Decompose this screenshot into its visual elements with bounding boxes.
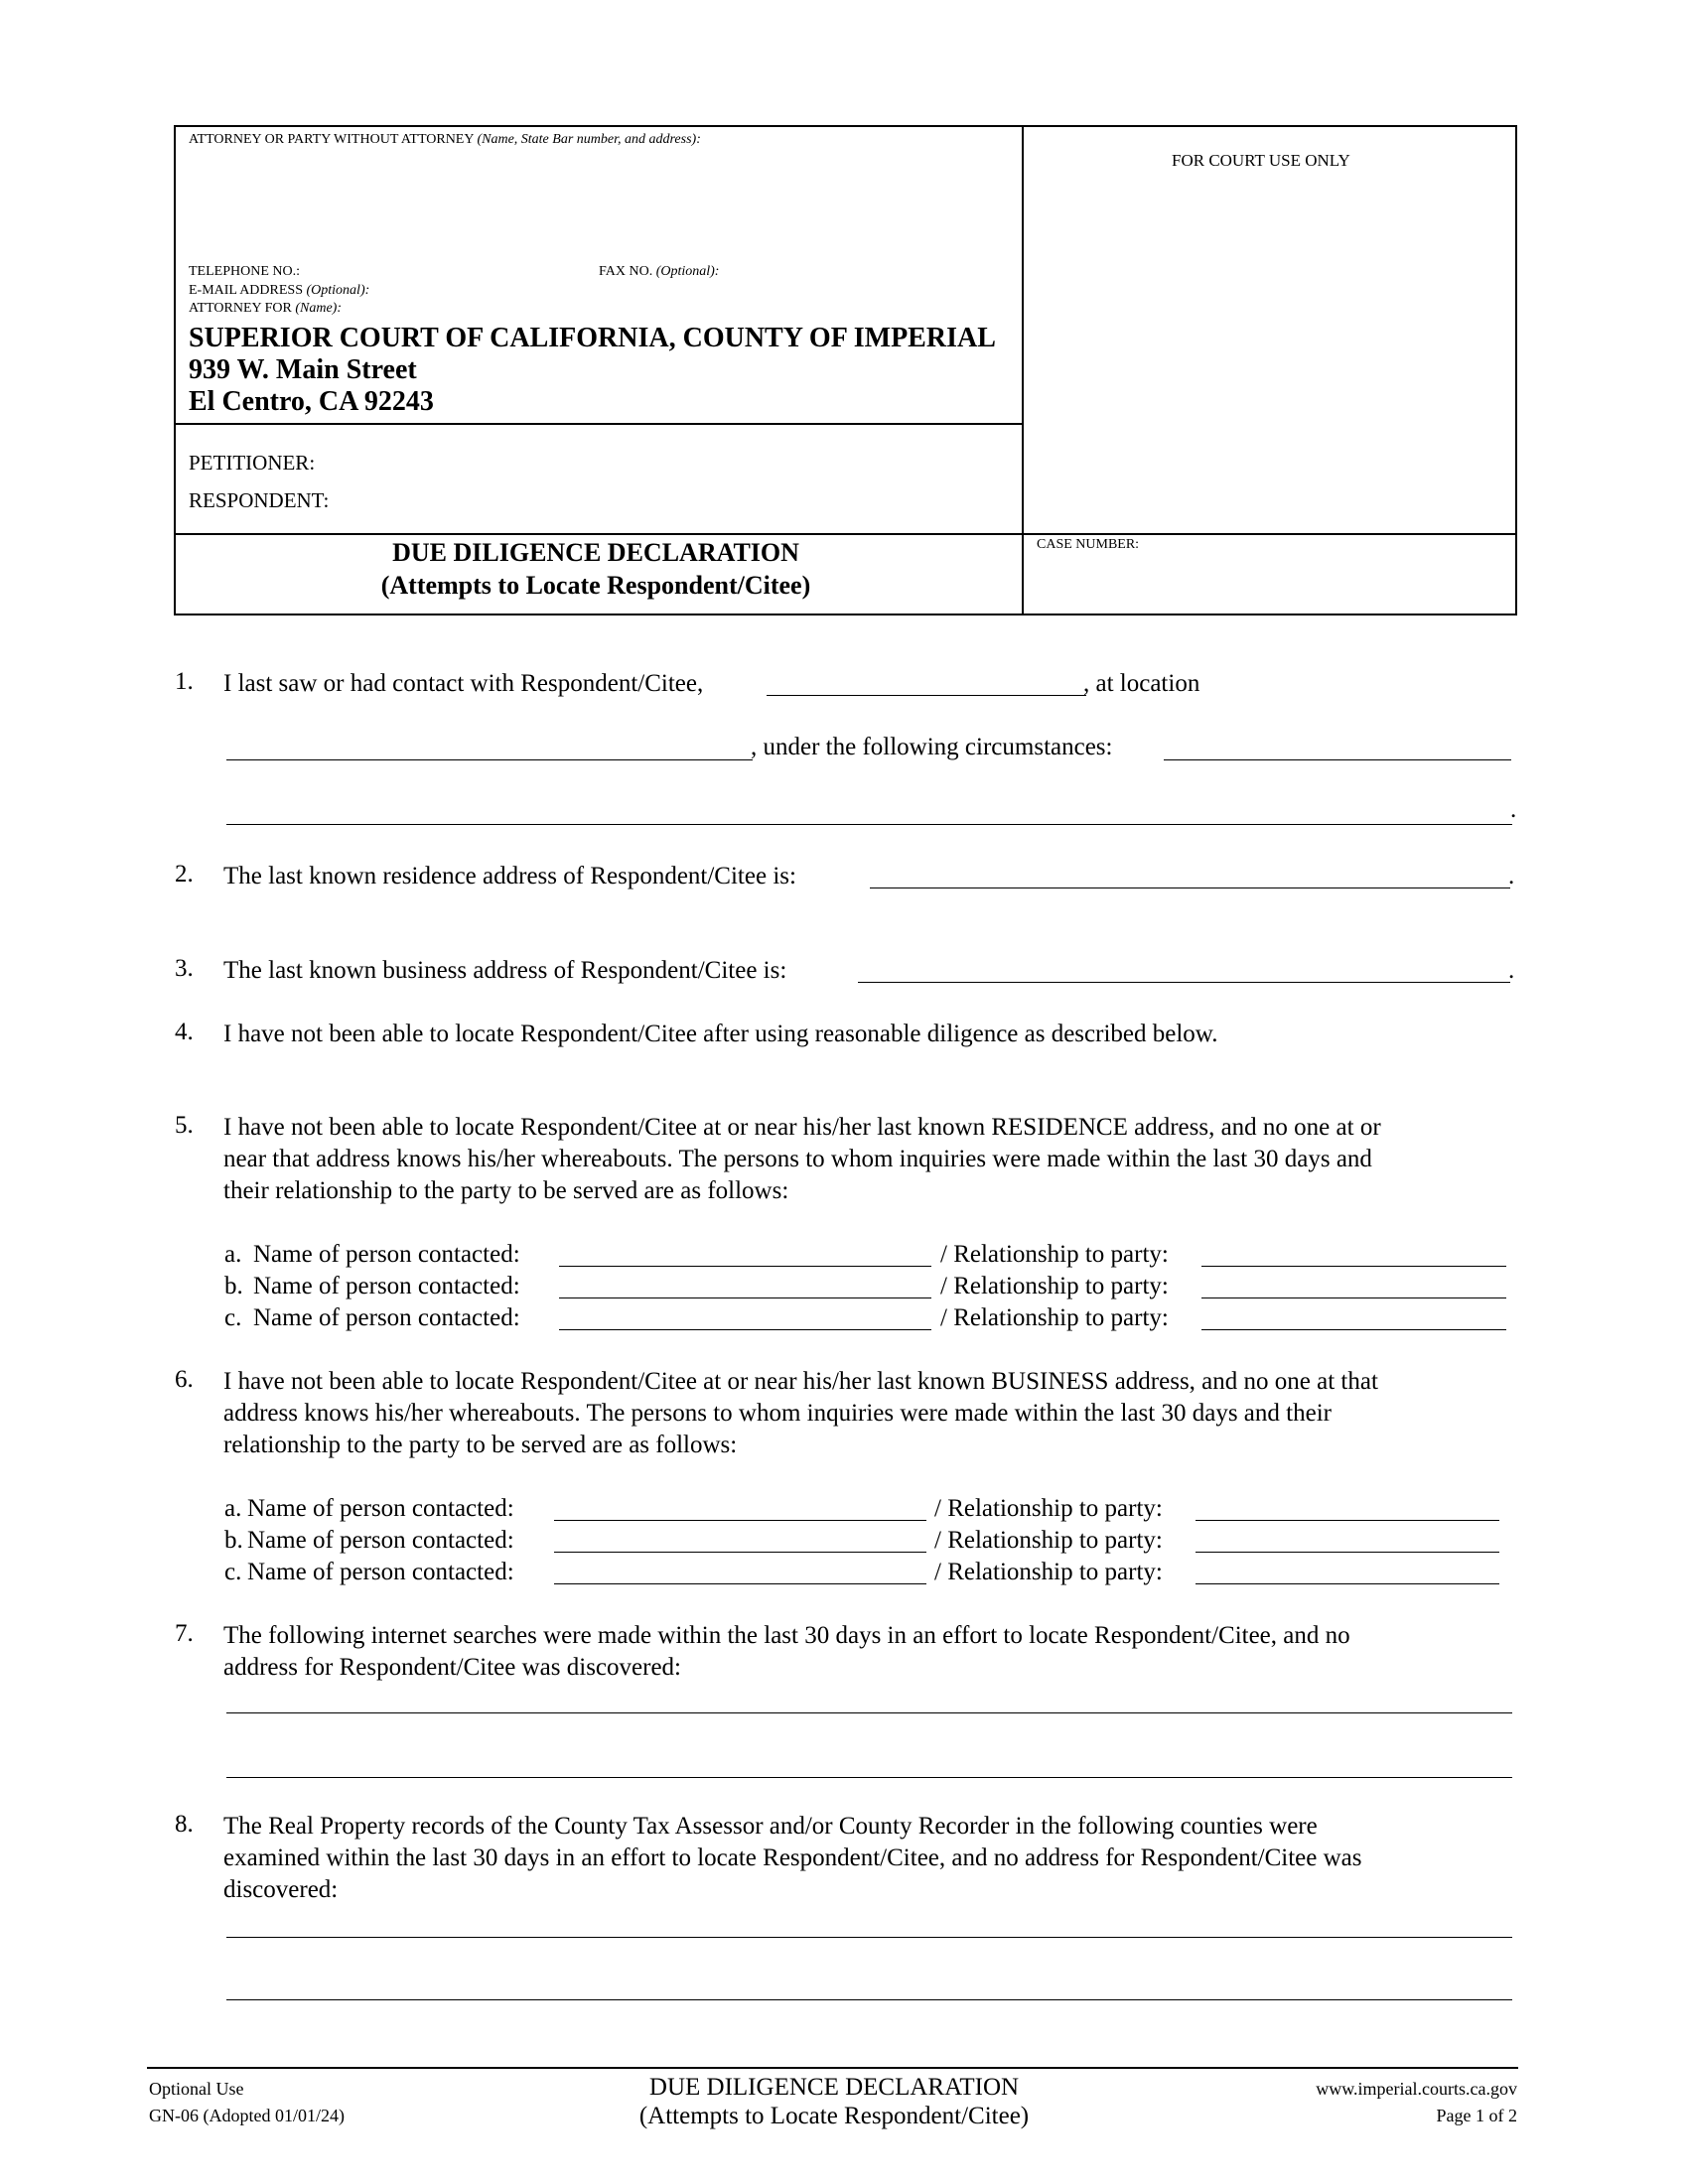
item-6a-rel-field[interactable] bbox=[1196, 1520, 1499, 1521]
item-6b-rel-label: / Relationship to party: bbox=[934, 1527, 1163, 1554]
attorney-field[interactable] bbox=[189, 151, 1013, 260]
court-street: 939 W. Main Street bbox=[189, 354, 417, 385]
item-1-contact-date-field[interactable] bbox=[767, 695, 1086, 696]
item-7-number: 7. bbox=[175, 1620, 194, 1647]
petitioner-field[interactable] bbox=[338, 447, 1013, 477]
item-5c-name-field[interactable] bbox=[559, 1329, 931, 1330]
item-5a-name-field[interactable] bbox=[559, 1266, 931, 1267]
item-6c-rel-field[interactable] bbox=[1196, 1583, 1499, 1584]
item-6a-rel-label: / Relationship to party: bbox=[934, 1495, 1163, 1522]
item-6b-name-field[interactable] bbox=[554, 1552, 926, 1553]
item-8-number: 8. bbox=[175, 1811, 194, 1838]
item-4-text: I have not been able to locate Respondent/Citee after using reasonable diligence as described below. bbox=[223, 1021, 1218, 1047]
item-6a-letter: a. bbox=[224, 1495, 242, 1522]
item-1-circumstances-field[interactable] bbox=[1164, 759, 1511, 760]
court-use-label: FOR COURT USE ONLY bbox=[1172, 151, 1350, 170]
item-6c-name-label: Name of person contacted: bbox=[247, 1559, 514, 1585]
item-5-line-2: near that address knows his/her whereabouts. The persons to whom inquiries were made within the last 30 days and bbox=[223, 1146, 1372, 1172]
respondent-label: RESPONDENT: bbox=[189, 488, 330, 512]
item-6b-rel-field[interactable] bbox=[1196, 1552, 1499, 1553]
email-label: E-MAIL ADDRESS (Optional): bbox=[189, 283, 370, 298]
petitioner-label: PETITIONER: bbox=[189, 451, 316, 475]
item-2-number: 2. bbox=[175, 861, 194, 887]
item-6a-name-label: Name of person contacted: bbox=[247, 1495, 514, 1522]
footer-website[interactable]: www.imperial.courts.ca.gov bbox=[1316, 2079, 1517, 2099]
case-number-label: CASE NUMBER: bbox=[1037, 537, 1140, 552]
item-5a-rel-label: / Relationship to party: bbox=[940, 1241, 1169, 1268]
item-1-number: 1. bbox=[175, 668, 194, 695]
item-1-text-b: , at location bbox=[1083, 670, 1200, 697]
item-7-searches-field-1[interactable] bbox=[226, 1712, 1512, 1713]
item-5a-name-label: Name of person contacted: bbox=[253, 1241, 520, 1268]
item-1-circumstances-field-2[interactable] bbox=[226, 824, 1512, 825]
item-3-number: 3. bbox=[175, 955, 194, 982]
item-1-text-c: , under the following circumstances: bbox=[751, 734, 1113, 760]
item-5c-letter: c. bbox=[224, 1304, 242, 1331]
item-6-line-2: address knows his/her whereabouts. The persons to whom inquiries were made within the last 30 days and their bbox=[223, 1400, 1332, 1427]
item-8-line-2: examined within the last 30 days in an effort to locate Respondent/Citee, and no address for Respondent/Citee was bbox=[223, 1844, 1362, 1871]
item-6b-name-label: Name of person contacted: bbox=[247, 1527, 514, 1554]
item-3-text: The last known business address of Respondent/Citee is: bbox=[223, 957, 787, 984]
caption-divider-court bbox=[174, 423, 1023, 425]
item-2-text: The last known residence address of Respondent/Citee is: bbox=[223, 863, 796, 889]
item-3-business-field[interactable] bbox=[858, 982, 1510, 983]
item-8-line-3: discovered: bbox=[223, 1876, 339, 1903]
footer-title: DUE DILIGENCE DECLARATION bbox=[648, 2074, 1020, 2101]
item-5b-name-label: Name of person contacted: bbox=[253, 1273, 520, 1299]
item-7-searches-field-2[interactable] bbox=[226, 1777, 1512, 1778]
footer-form-id: GN-06 (Adopted 01/01/24) bbox=[149, 2106, 345, 2125]
court-city: El Centro, CA 92243 bbox=[189, 386, 434, 417]
item-7-line-1: The following internet searches were made within the last 30 days in an effort to locate Respondent/Citee, and no bbox=[223, 1622, 1350, 1649]
caption-divider-title bbox=[174, 533, 1517, 535]
attorney-for-label: ATTORNEY FOR (Name): bbox=[189, 301, 343, 316]
item-1-text-a: I last saw or had contact with Respondent/Citee, bbox=[223, 670, 704, 697]
item-5c-rel-field[interactable] bbox=[1201, 1329, 1506, 1330]
item-6c-name-field[interactable] bbox=[554, 1583, 926, 1584]
fax-label: FAX NO. (Optional): bbox=[599, 264, 720, 279]
item-5-line-1: I have not been able to locate Respondent/Citee at or near his/her last known RESIDENCE address, and no one at or bbox=[223, 1114, 1381, 1141]
form-title: DUE DILIGENCE DECLARATION bbox=[392, 538, 799, 567]
item-6a-name-field[interactable] bbox=[554, 1520, 926, 1521]
item-1-location-field[interactable] bbox=[226, 759, 753, 760]
attorney-label: ATTORNEY OR PARTY WITHOUT ATTORNEY (Name, State Bar number, and address): bbox=[189, 132, 701, 147]
item-5-number: 5. bbox=[175, 1112, 194, 1139]
item-5b-name-field[interactable] bbox=[559, 1297, 931, 1298]
item-8-counties-field-1[interactable] bbox=[226, 1937, 1512, 1938]
item-6-line-1: I have not been able to locate Respondent/Citee at or near his/her last known BUSINESS address, and no one at that bbox=[223, 1368, 1378, 1395]
caption-divider-vertical bbox=[1022, 125, 1024, 615]
item-5b-rel-label: / Relationship to party: bbox=[940, 1273, 1169, 1299]
footer-page-number: Page 1 of 2 bbox=[1436, 2106, 1517, 2125]
item-6-number: 6. bbox=[175, 1366, 194, 1393]
case-number-field[interactable] bbox=[1033, 556, 1509, 611]
item-5-line-3: their relationship to the party to be served are as follows: bbox=[223, 1177, 789, 1204]
item-6b-letter: b. bbox=[224, 1527, 243, 1554]
item-5c-name-label: Name of person contacted: bbox=[253, 1304, 520, 1331]
item-8-counties-field-2[interactable] bbox=[226, 1999, 1512, 2000]
item-2-end: . bbox=[1508, 863, 1515, 889]
item-4-number: 4. bbox=[175, 1019, 194, 1045]
item-3-end: . bbox=[1508, 957, 1515, 984]
footer-rule bbox=[147, 2067, 1518, 2069]
item-5a-letter: a. bbox=[224, 1241, 242, 1268]
item-6c-rel-label: / Relationship to party: bbox=[934, 1559, 1163, 1585]
respondent-field[interactable] bbox=[348, 484, 1013, 514]
item-5b-letter: b. bbox=[224, 1273, 243, 1299]
item-6-line-3: relationship to the party to be served are as follows: bbox=[223, 1432, 738, 1458]
telephone-label: TELEPHONE NO.: bbox=[189, 264, 300, 279]
item-8-line-1: The Real Property records of the County Tax Assessor and/or County Recorder in the following counties were bbox=[223, 1813, 1318, 1840]
item-1-end: . bbox=[1510, 796, 1517, 823]
item-2-residence-field[interactable] bbox=[870, 887, 1510, 888]
item-6c-letter: c. bbox=[224, 1559, 242, 1585]
item-5a-rel-field[interactable] bbox=[1201, 1266, 1506, 1267]
court-name: SUPERIOR COURT OF CALIFORNIA, COUNTY OF IMPERIAL bbox=[189, 323, 996, 353]
form-subtitle: (Attempts to Locate Respondent/Citee) bbox=[380, 571, 811, 600]
item-5c-rel-label: / Relationship to party: bbox=[940, 1304, 1169, 1331]
item-7-line-2: address for Respondent/Citee was discovered: bbox=[223, 1654, 681, 1681]
footer-subtitle: (Attempts to Locate Respondent/Citee) bbox=[638, 2103, 1030, 2129]
footer-optional-use: Optional Use bbox=[149, 2079, 244, 2099]
item-5b-rel-field[interactable] bbox=[1201, 1297, 1506, 1298]
